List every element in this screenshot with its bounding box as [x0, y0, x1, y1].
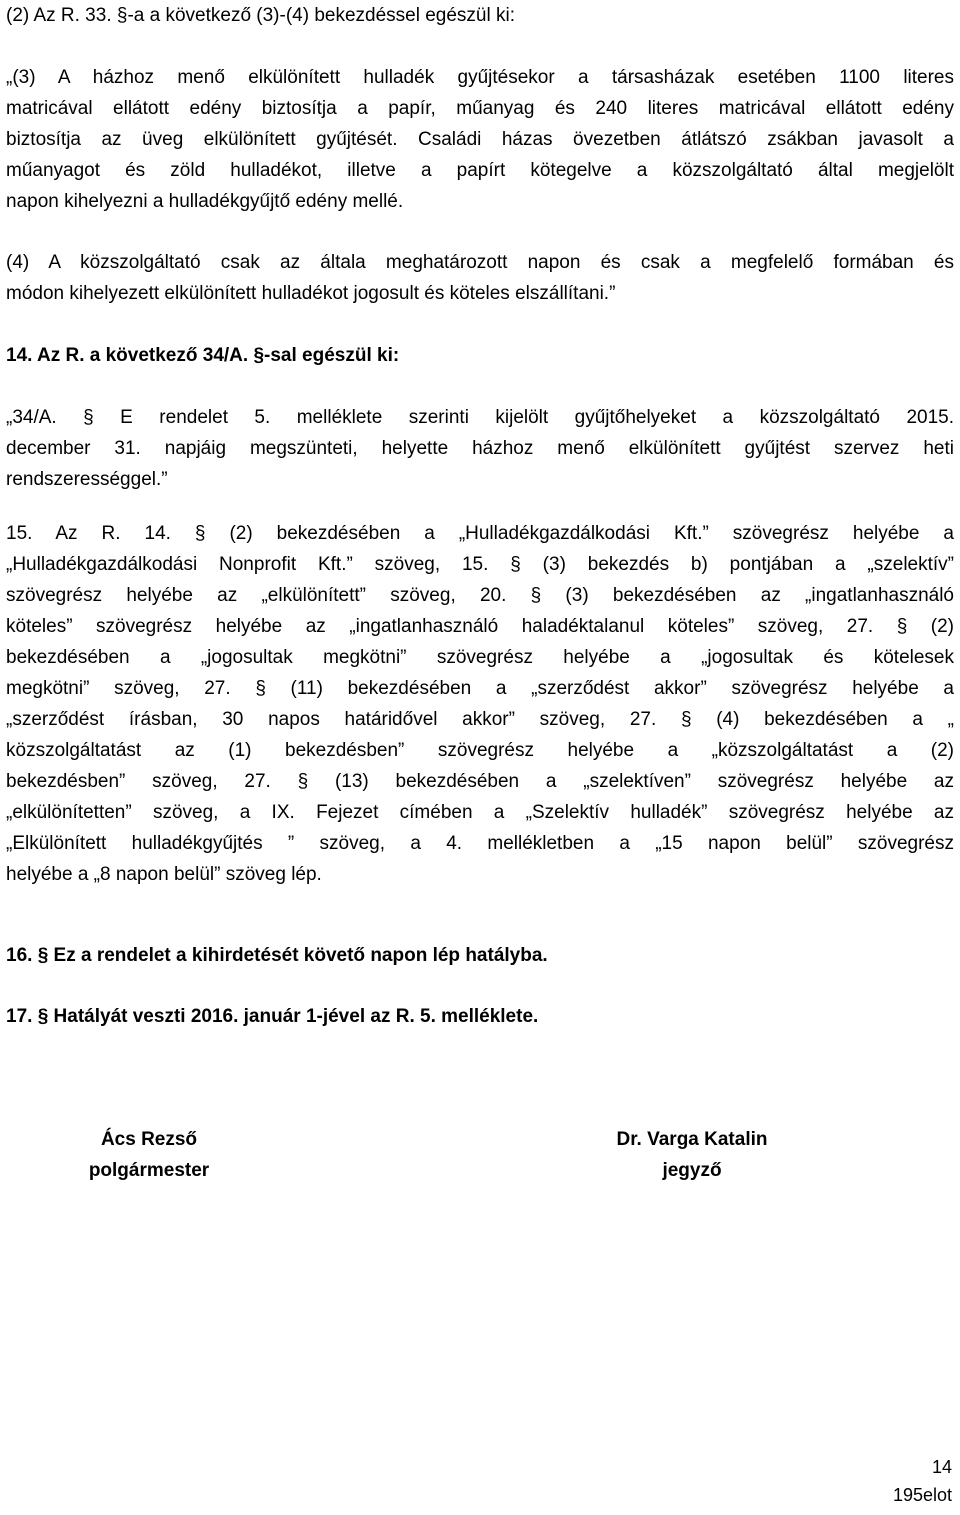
section-15-line: „szerződést írásban, 30 napos határidővel akkor” szöveg, 27. § (4) bekezdésében a „	[6, 709, 954, 730]
signature-notary	[582, 1124, 802, 1186]
section-15-line: bekezdésében a „jogosultak megkötni” szövegrész helyébe a „jogosultak és kötelesek	[6, 647, 954, 668]
paragraph-line: rendszerességgel.”	[6, 469, 168, 490]
paragraph-line: módon kihelyezett elkülönített hulladékot jogosult és köteles elszállítani.”	[6, 283, 616, 304]
section-15-line: „Hulladékgazdálkodási Nonprofit Kft.” szöveg, 15. § (3) bekezdés b) pontjában a „szelektív”	[6, 554, 954, 575]
signature-mayor	[66, 1124, 232, 1186]
section-17: 17. § Hatályát veszti 2016. január 1-jével az R. 5. melléklete.	[6, 1006, 539, 1027]
paragraph-line: (4) A közszolgáltató csak az általa meghatározott napon és csak a megfelelő formában és	[6, 252, 954, 273]
paragraph-line: biztosítja az üveg elkülönített gyűjtését. Családi házas övezetben átlátszó zsákban javasolt a	[6, 129, 954, 150]
paragraph-line: december 31. napjáig megszünteti, helyette házhoz menő elkülönített gyűjtést szervez heti	[6, 438, 954, 459]
section-15-line: „elkülönítetten” szöveg, a IX. Fejezet címében a „Szelektív hulladék” szövegrész helyébe az	[6, 802, 954, 823]
paragraph-line: matricával ellátott edény biztosítja a papír, műanyag és 240 literes matricával ellátott edény	[6, 98, 954, 119]
section-15-line: szövegrész helyébe az „elkülönített” szöveg, 20. § (3) bekezdésében az „ingatlanhasználó	[6, 585, 954, 606]
section-15-line: közszolgáltatást az (1) bekezdésben” szövegrész helyébe a „közszolgáltatást a (2)	[6, 740, 954, 761]
paragraph-line: műanyagot és zöld hulladékot, illetve a papírt kötegelve a közszolgáltató által megjelölt	[6, 160, 954, 181]
amendment-heading: (2) Az R. 33. §-a a következő (3)-(4) bekezdéssel egészül ki:	[6, 5, 516, 26]
notary-name: Dr. Varga Katalin	[616, 1129, 768, 1150]
section-15-line: megkötni” szöveg, 27. § (11) bekezdésében a „szerződést akkor” szövegrész helyébe a	[6, 678, 954, 699]
paragraph-line: „(3) A házhoz menő elkülönített hulladék gyűjtésekor a társasházak esetében 1100 literes	[6, 67, 954, 88]
section-16: 16. § Ez a rendelet a kihirdetését követő napon lép hatályba.	[6, 945, 548, 966]
footer-marker: 195elot	[892, 1485, 952, 1505]
section-15-line: köteles” szövegrész helyébe az „ingatlanhasználó haladéktalanul köteles” szöveg, 27. § (2)	[6, 616, 954, 637]
page-footer	[893, 1453, 952, 1509]
paragraph-line: „34/A. § E rendelet 5. melléklete szerinti kijelölt gyűjtőhelyeket a közszolgáltató 2015.	[6, 407, 954, 428]
notary-title: jegyző	[662, 1160, 722, 1181]
paragraph-line: napon kihelyezni a hulladékgyűjtő edény mellé.	[6, 191, 404, 212]
section-15-line: helyébe a „8 napon belül” szöveg lép.	[6, 864, 322, 885]
section-15-line: bekezdésben” szöveg, 27. § (13) bekezdésében a „szelektíven” szövegrész helyébe az	[6, 771, 954, 792]
page-number: 14	[931, 1457, 952, 1477]
section-15-line: 15. Az R. 14. § (2) bekezdésében a „Hulladékgazdálkodási Kft.” szövegrész helyébe a	[6, 523, 954, 544]
section-15-line: „Elkülönített hulladékgyűjtés ” szöveg, a 4. mellékletben a „15 napon belül” szövegrész	[6, 833, 954, 854]
mayor-name: Ács Rezső	[100, 1129, 198, 1150]
mayor-title: polgármester	[88, 1160, 210, 1181]
section-14-heading: 14. Az R. a következő 34/A. §-sal egészül ki:	[6, 345, 400, 366]
